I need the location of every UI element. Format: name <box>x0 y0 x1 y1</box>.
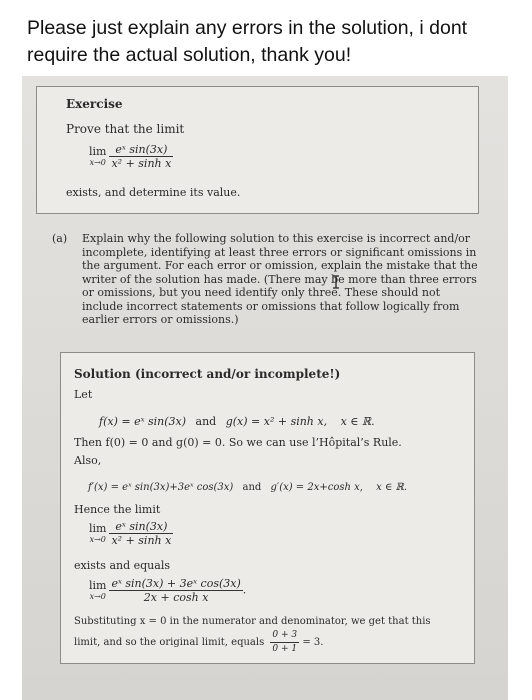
lim-label-2: lim <box>89 522 107 535</box>
question-text: Please just explain any errors in the solution, i dont require the actual solution, thank you! <box>27 17 468 66</box>
result-numerator: 0 + 3 <box>270 629 299 643</box>
substitution-text: limit, and so the original limit, equals <box>74 637 265 648</box>
limit1-numerator: eˣ sin(3x) <box>109 520 173 534</box>
solution-box <box>60 352 475 664</box>
solution-hence: Hence the limit <box>74 503 161 516</box>
part-a-label: (a) <box>52 232 68 245</box>
and-word-2: and <box>242 482 262 493</box>
solution-limit-2 <box>89 577 246 604</box>
solution-exists-equals: exists and equals <box>74 559 170 572</box>
exercise-prompt: Prove that the limit <box>66 122 185 136</box>
def-g: g(x) = x² + sinh x, <box>225 415 328 428</box>
solution-then-line: Then f(0) = 0 and g(0) = 0. So we can use l’Hôpital’s Rule. <box>74 436 402 449</box>
solution-title: Solution (incorrect and/or incomplete!) <box>74 367 341 381</box>
exercise-box <box>36 86 479 214</box>
lim-subscript-2: x→0 <box>89 535 106 544</box>
result-denominator: 0 + 1 <box>272 644 298 654</box>
part-a-text: Explain why the following solution to this exercise is incorrect and/or incomplete, identifying at least three errors or significant omissions in the argument. For each error or omission, explain the mistake that the writer of the solution has made. (There may be more than three errors or omissions, but you need identify only three. These should not include incorrect statements or omissions that follow logically from earlier errors or omissions.) <box>82 232 478 326</box>
def-g-prime: g′(x) = 2x+cosh x, <box>270 482 363 493</box>
text-cursor-icon <box>330 275 342 289</box>
limit2-denominator: 2x + cosh x <box>143 591 209 604</box>
lim-label: lim <box>89 145 107 158</box>
def-f-prime: f′(x) = eˣ sin(3x)+3eˣ cos(3x) <box>88 482 234 493</box>
result-value: = 3. <box>302 637 324 648</box>
solution-also: Also, <box>74 454 102 467</box>
and-word: and <box>195 415 217 428</box>
def-f: f(x) = eˣ sin(3x) <box>99 415 187 428</box>
lim-subscript-3: x→0 <box>89 592 106 601</box>
solution-derivatives <box>88 482 407 493</box>
exercise-limit-expression <box>89 143 173 170</box>
lim-subscript: x→0 <box>89 158 106 167</box>
domain: x ∈ ℝ. <box>340 415 375 428</box>
domain-2: x ∈ ℝ. <box>376 482 408 493</box>
period: . <box>242 583 247 597</box>
lim-label-3: lim <box>89 579 107 592</box>
solution-let: Let <box>74 388 93 401</box>
limit1-denominator: x² + sinh x <box>111 534 172 547</box>
limit-denominator: x² + sinh x <box>111 157 172 170</box>
solution-substitution-line-2 <box>74 629 323 656</box>
limit-numerator: eˣ sin(3x) <box>109 143 173 157</box>
exercise-closing: exists, and determine its value. <box>66 186 241 199</box>
solution-substitution-line-1: Substituting x = 0 in the numerator and denominator, we get that this <box>74 616 431 627</box>
limit2-numerator: eˣ sin(3x) + 3eˣ cos(3x) <box>111 577 241 590</box>
exercise-heading: Exercise <box>66 97 123 111</box>
solution-limit-1 <box>89 520 173 547</box>
solution-definitions-fg <box>99 415 375 428</box>
